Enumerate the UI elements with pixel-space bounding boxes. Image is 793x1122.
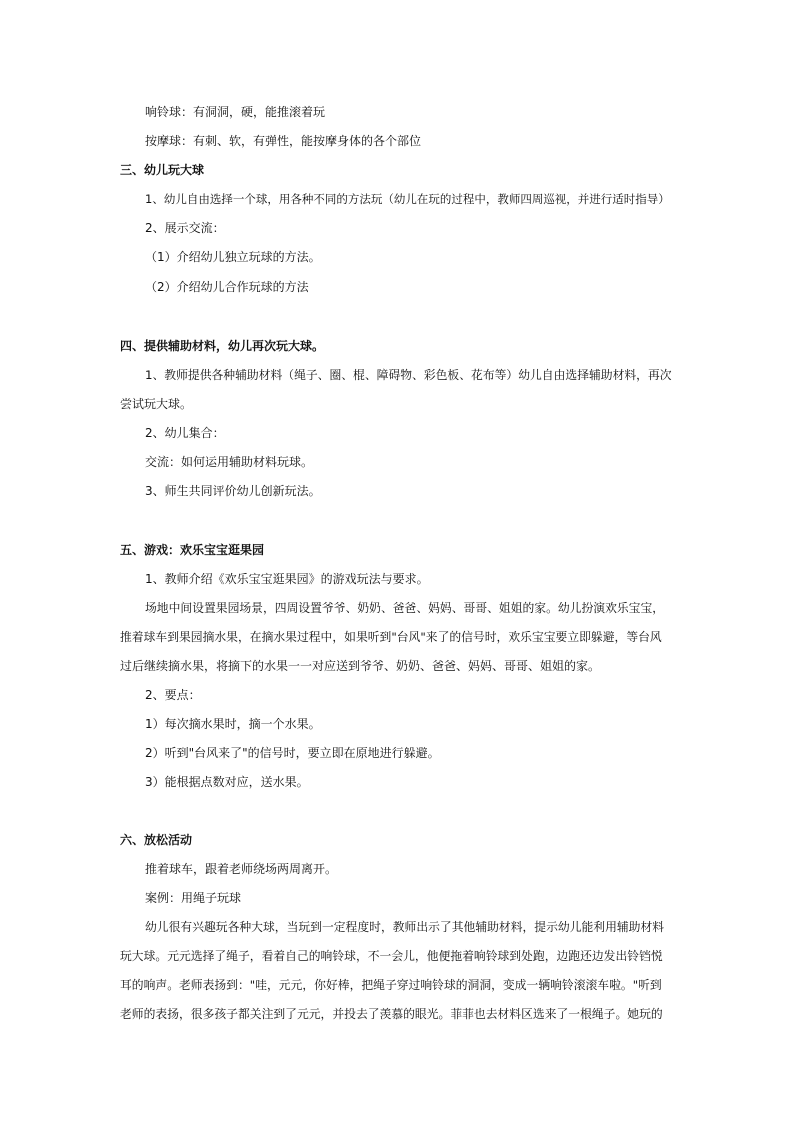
text-line: （1）介绍幼儿独立玩球的方法。 bbox=[145, 250, 321, 264]
text-line: 老师的表扬，很多孩子都关注到了元元，并投去了羡慕的眼光。菲菲也去材料区选来了一根绳子。她玩的 bbox=[120, 1007, 663, 1021]
text-line: 玩大球。元元选择了绳子，看着自己的响铃球，不一会儿，他便拖着响铃球到处跑，边跑还边发出铃铛悦 bbox=[120, 949, 663, 963]
text-line: 过后继续摘水果，将摘下的水果一一对应送到爷爷、奶奶、爸爸、妈妈、哥哥、姐姐的家。 bbox=[120, 659, 601, 673]
text-line: 2、展示交流： bbox=[145, 221, 225, 235]
text-line: 幼儿很有兴趣玩各种大球，当玩到一定程度时，教师出示了其他辅助材料，提示幼儿能利用辅助材料 bbox=[145, 920, 665, 934]
section-heading: 四、提供辅助材料，幼儿再次玩大球。 bbox=[120, 339, 325, 353]
section-heading: 五、游戏：欢乐宝宝逛果园 bbox=[120, 543, 265, 557]
text-line: 1、幼儿自由选择一个球，用各种不同的方法玩（幼儿在玩的过程中，教师四周巡视，并进行适时指导） bbox=[145, 192, 670, 206]
text-line: 2、要点： bbox=[145, 688, 201, 702]
text-line: 推着球车，跟着老师绕场两周离开。 bbox=[145, 862, 338, 876]
text-line: 3）能根据点数对应，送水果。 bbox=[145, 775, 309, 789]
text-line: 1、教师提供各种辅助材料（绳子、圈、棍、障碍物、彩色板、花布等）幼儿自由选择辅助材料，再次 bbox=[145, 368, 672, 382]
section-heading: 三、幼儿玩大球 bbox=[120, 163, 205, 177]
text-line: 1、教师介绍《欢乐宝宝逛果园》的游戏玩法与要求。 bbox=[145, 572, 429, 586]
text-line: 场地中间设置果园场景，四周设置爷爷、奶奶、爸爸、妈妈、哥哥、姐姐的家。幼儿扮演欢乐宝宝， bbox=[145, 601, 665, 615]
text-line: 3、师生共同评价幼儿创新玩法。 bbox=[145, 484, 321, 498]
text-line: 响铃球：有洞洞，硬，能推滚着玩 bbox=[145, 105, 326, 119]
text-line: 耳的响声。老师表扬到："哇，元元，你好棒，把绳子穿过响铃球的洞洞，变成一辆响铃滚滚车啦。"听到 bbox=[120, 978, 662, 992]
text-line: 按摩球：有刺、软，有弹性，能按摩身体的各个部位 bbox=[145, 134, 422, 148]
text-line: 推着球车到果园摘水果，在摘水果过程中，如果听到"台风"来了的信号时，欢乐宝宝要立即躲避，等台风 bbox=[120, 630, 662, 644]
section-heading: 六、放松活动 bbox=[120, 833, 193, 847]
text-line: 1）每次摘水果时，摘一个水果。 bbox=[145, 717, 321, 731]
text-line: 尝试玩大球。 bbox=[120, 397, 193, 411]
text-line: 2）听到"台风来了"的信号时，要立即在原地进行躲避。 bbox=[145, 746, 440, 760]
text-line: 2、幼儿集合： bbox=[145, 426, 225, 440]
text-line: （2）介绍幼儿合作玩球的方法 bbox=[145, 280, 309, 294]
text-line: 交流：如何运用辅助材料玩球。 bbox=[145, 455, 314, 469]
text-line: 案例：用绳子玩球 bbox=[145, 891, 242, 905]
